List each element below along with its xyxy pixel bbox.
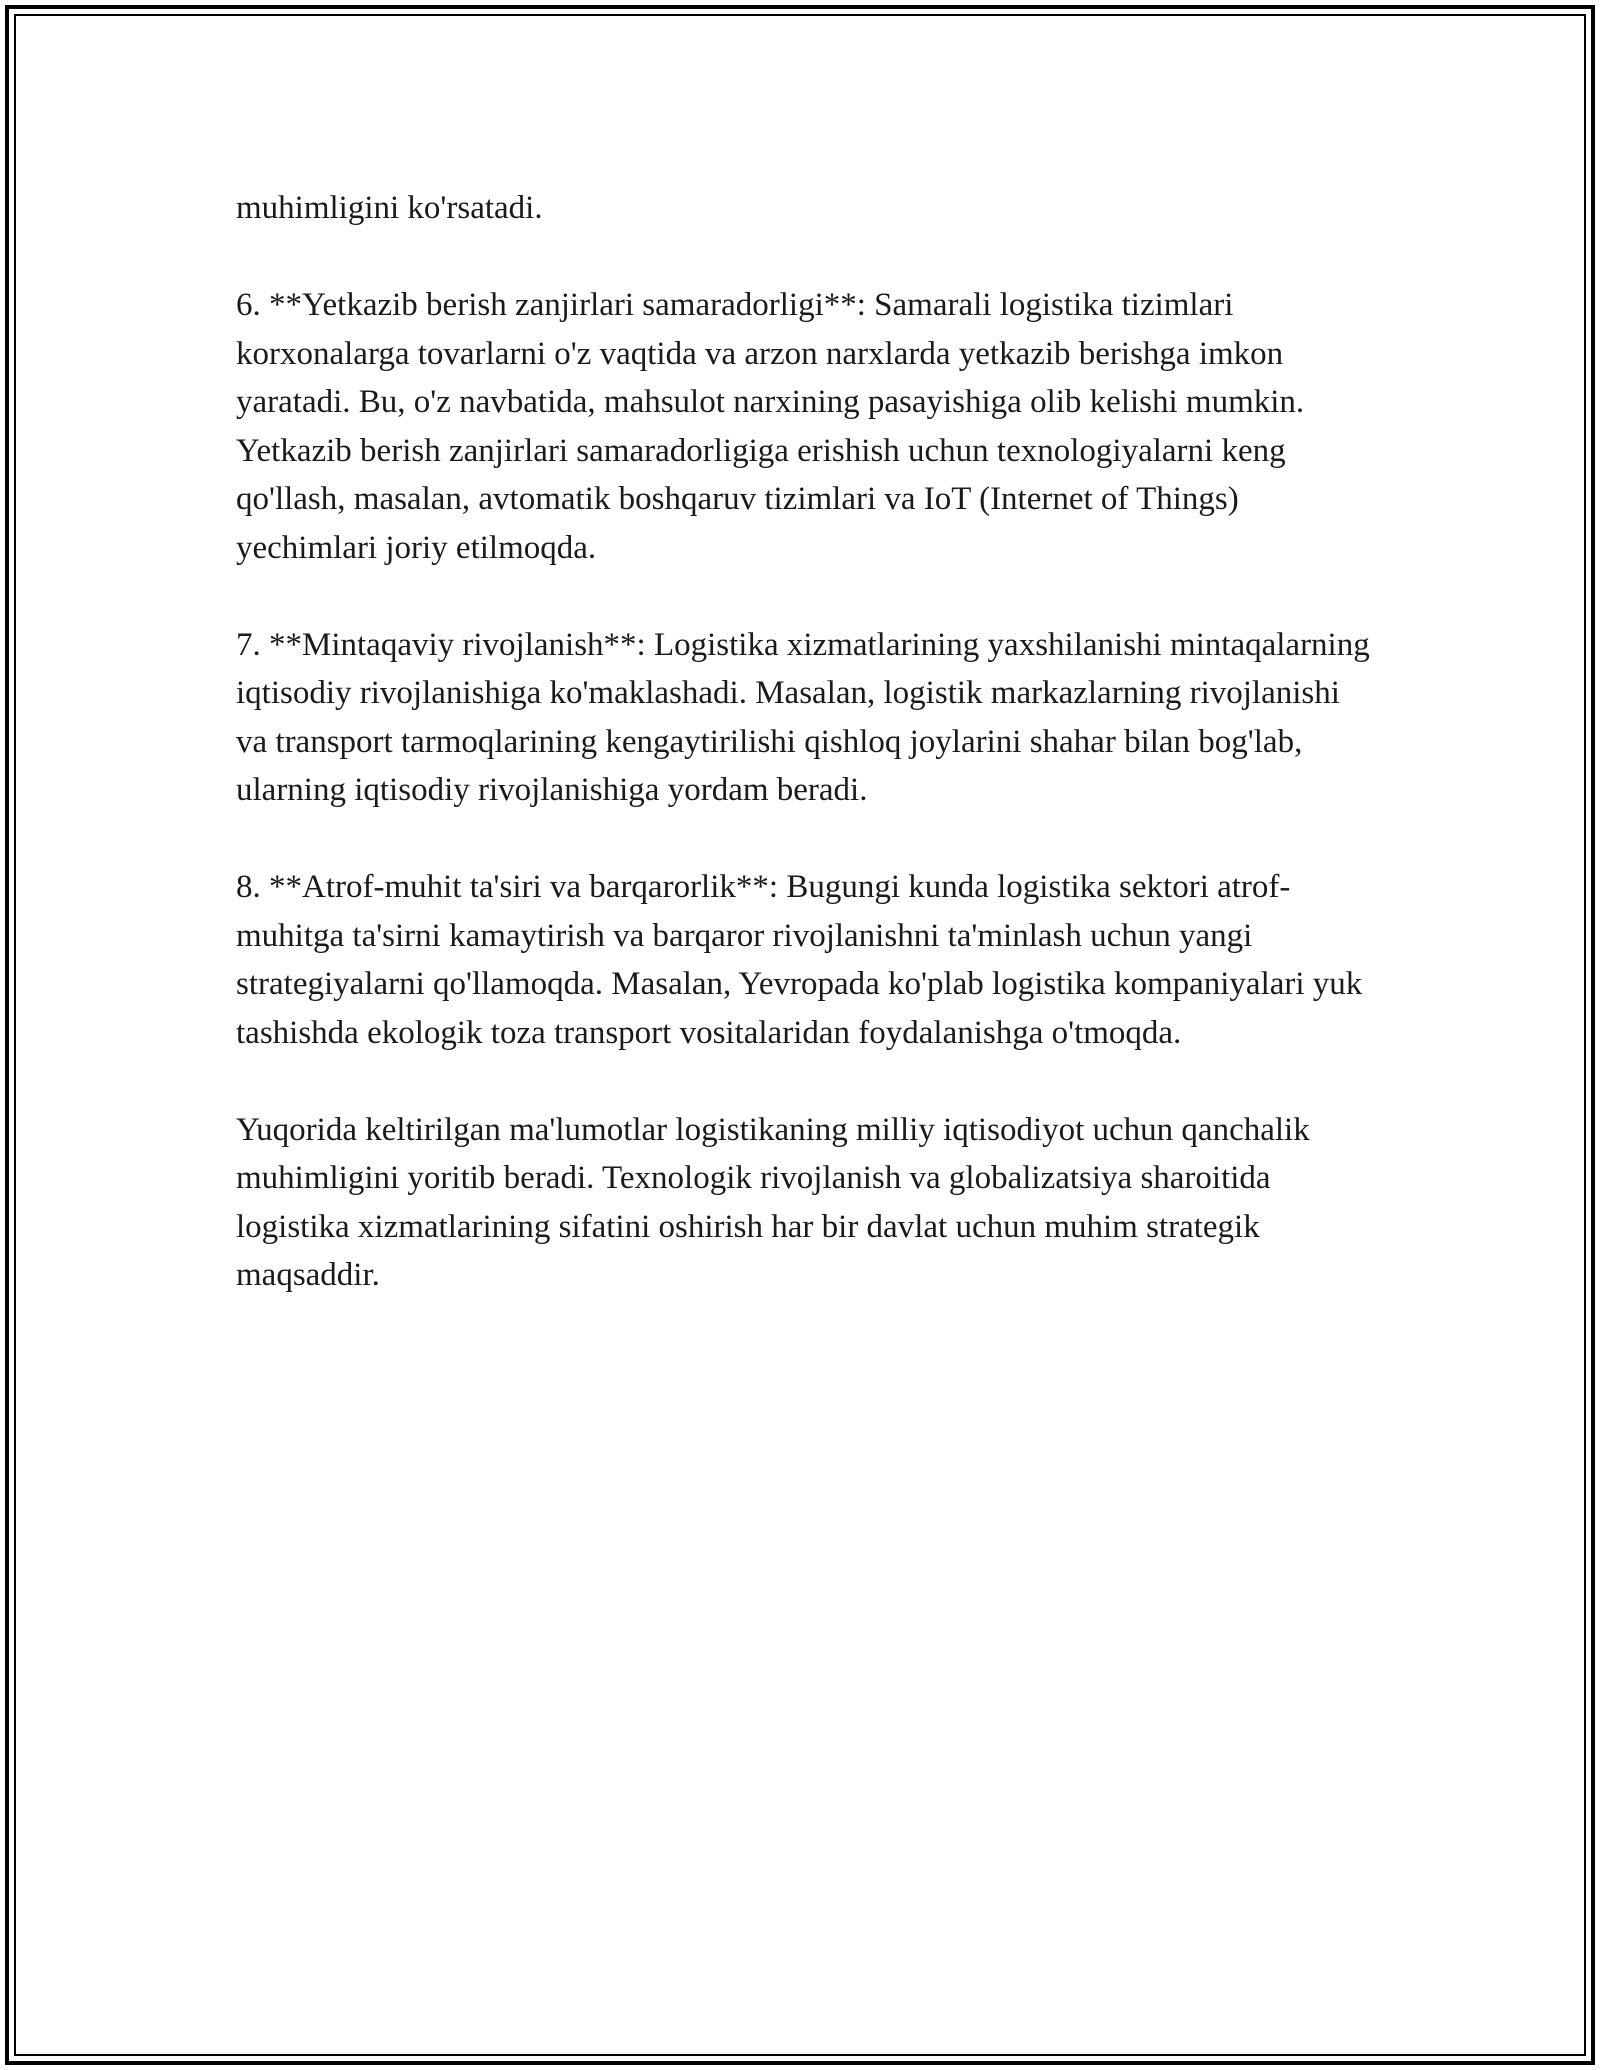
paragraph-conclusion: Yuqorida keltirilgan ma'lumotlar logistikaning milliy iqtisodiyot uchun qanchalik muhimligini yoritib beradi. Texnologik rivojlanish va globalizatsiya sharoitida logistika xizmatlarining sifatini oshirish har bir davlat uchun muhim strategik maqsaddir. [236, 1111, 1310, 1293]
document-body [236, 184, 1376, 1348]
paragraph-item-8: 8. **Atrof-muhit ta'siri va barqarorlik**: Bugungi kunda logistika sektori atrof-muhitga ta'sirni kamaytirish va barqaror rivojlanishni ta'minlash uchun yangi strategiyalarni qo'llamoqda. Masalan, Yevropada ko'plab logistika kompaniyalari yuk tashishda ekologik toza transport vositalaridan foydalanishga o'tmoqda. [236, 869, 1363, 1051]
paragraph-item-6: 6. **Yetkazib berish zanjirlari samaradorligi**: Samarali logistika tizimlari korxonalarga tovarlarni o'z vaqtida va arzon narxlarda yetkazib berishga imkon yaratadi. Bu, o'z navbatida, mahsulot narxining pasayishiga olib kelishi mumkin. Yetkazib berish zanjirlari samaradorligiga erishish uchun texnologiyalarni keng qo'llash, masalan, avtomatik boshqaruv tizimlari va IoT (Internet of Things) yechimlari joriy etilmoqda. [236, 287, 1305, 566]
paragraph-item-7: 7. **Mintaqaviy rivojlanish**: Logistika xizmatlarining yaxshilanishi mintaqalarning iqtisodiy rivojlanishiga ko'maklashadi. Masalan, logistik markazlarning rivojlanishi va transport tarmoqlarining kengaytirilishi qishloq joylarini shahar bilan bog'lab, ularning iqtisodiy rivojlanishiga yordam beradi. [236, 626, 1370, 808]
paragraph-continuation: muhimligini ko'rsatadi. [236, 190, 543, 226]
